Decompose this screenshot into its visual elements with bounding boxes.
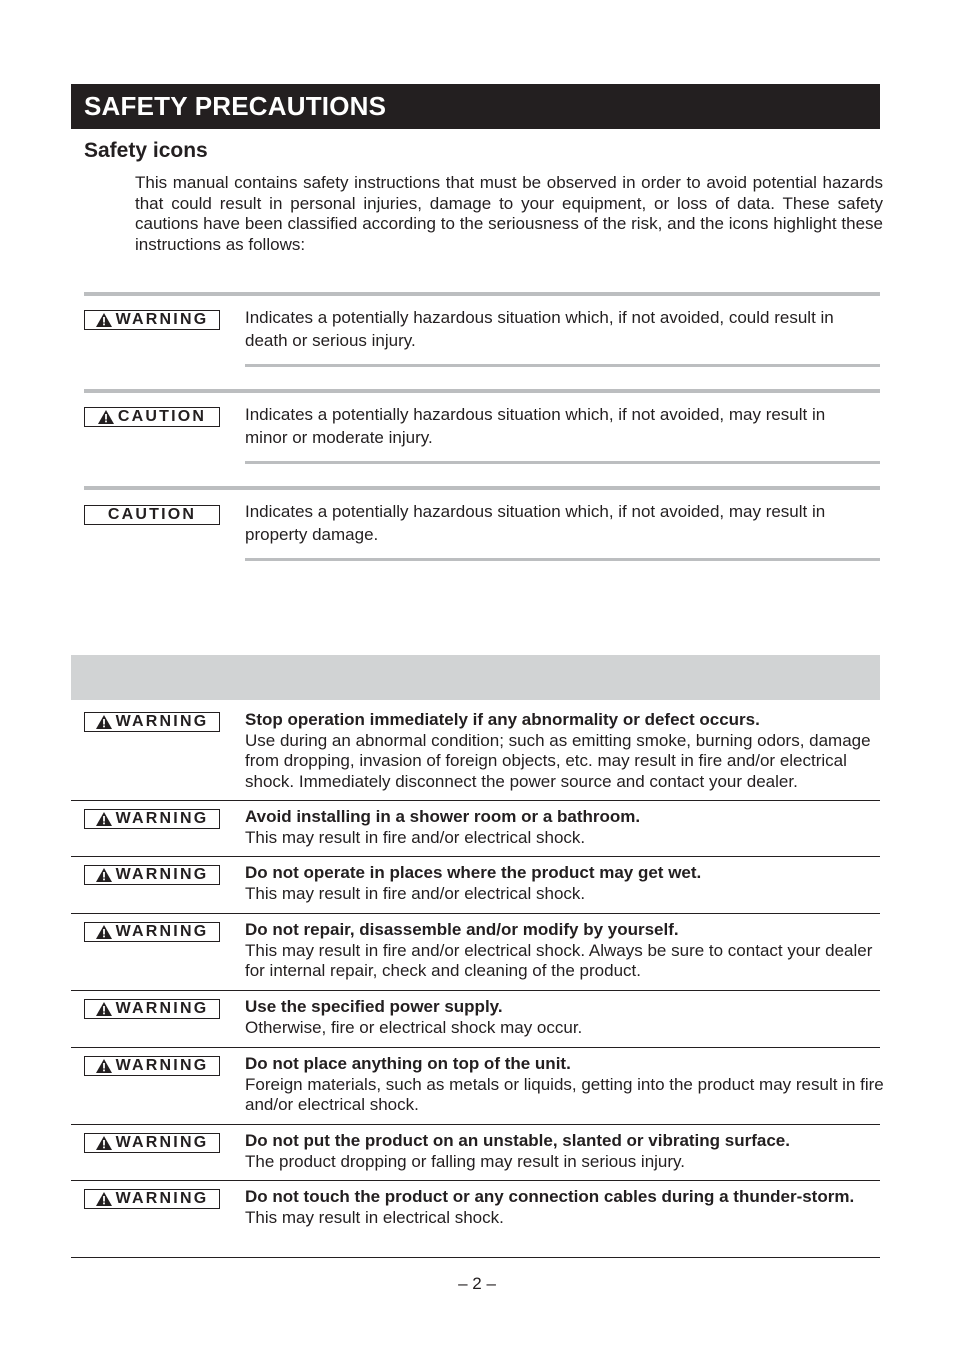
warning-text xyxy=(245,1131,885,1172)
warning-text xyxy=(245,1187,885,1228)
warning-text xyxy=(245,863,885,904)
row-divider xyxy=(71,990,880,991)
page-number: – 2 – xyxy=(458,1274,496,1293)
warning-text xyxy=(245,920,885,982)
section-heading: Safety icons xyxy=(84,139,208,162)
warning-triangle-icon xyxy=(96,1192,112,1206)
icon-description: Indicates a potentially hazardous situation which, if not avoided, could result in death or serious injury. xyxy=(245,308,834,350)
label-text: WARNING xyxy=(115,923,209,940)
warning-label xyxy=(84,922,220,942)
intro-paragraph xyxy=(135,173,883,255)
warning-text xyxy=(245,1054,885,1116)
label-text: CAUTION xyxy=(107,506,197,523)
row-divider xyxy=(71,1047,880,1048)
warning-triangle-icon xyxy=(96,1136,112,1150)
row-divider xyxy=(71,1257,880,1258)
icon-description: Indicates a potentially hazardous situation which, if not avoided, may result in minor or moderate injury. xyxy=(245,405,826,447)
warning-heading: Do not repair, disassemble and/or modify by yourself. xyxy=(245,920,679,939)
warning-text xyxy=(245,807,885,848)
intro-text: This manual contains safety instructions that must be observed in order to avoid potential hazards that could result in personal injuries, damage to your equipment, or loss of data. These safety cautions have been classified according to the seriousness of the risk, and the icons highlight these instructions as follows: xyxy=(135,173,883,254)
warning-heading: Do not put the product on an unstable, slanted or vibrating surface. xyxy=(245,1131,790,1150)
warning-triangle-icon xyxy=(96,868,112,882)
warning-heading: Do not place anything on top of the unit. xyxy=(245,1054,571,1073)
row-divider xyxy=(71,913,880,914)
warning-text xyxy=(245,997,885,1038)
warning-triangle-icon xyxy=(96,1059,112,1073)
warning-triangle-icon xyxy=(96,1002,112,1016)
warning-heading: Use the specified power supply. xyxy=(245,997,503,1016)
row-divider xyxy=(71,800,880,801)
divider xyxy=(245,364,880,367)
warning-label xyxy=(84,1056,220,1076)
warning-body: Otherwise, fire or electrical shock may occur. xyxy=(245,1017,583,1037)
warning-label xyxy=(84,999,220,1019)
warning-body: Foreign materials, such as metals or liquids, getting into the product may result in fire and/or electrical shock. xyxy=(245,1074,884,1114)
divider xyxy=(84,292,880,296)
divider xyxy=(245,558,880,561)
warning-heading: Do not touch the product or any connection cables during a thunder-storm. xyxy=(245,1187,855,1206)
divider xyxy=(245,461,880,464)
warning-triangle-icon xyxy=(96,313,112,327)
warning-label xyxy=(84,865,220,885)
warning-heading: Do not operate in places where the product may get wet. xyxy=(245,863,702,882)
label-text: WARNING xyxy=(115,1190,209,1207)
label-text: WARNING xyxy=(115,1000,209,1017)
warning-triangle-icon xyxy=(96,715,112,729)
label-text: WARNING xyxy=(115,311,209,328)
caution-label xyxy=(84,407,220,427)
warning-body: This may result in fire and/or electrical shock. xyxy=(245,883,586,903)
warning-body: This may result in electrical shock. xyxy=(245,1207,504,1227)
warning-body: This may result in fire and/or electrical shock. xyxy=(245,827,586,847)
warning-triangle-icon xyxy=(96,812,112,826)
warning-triangle-icon xyxy=(98,410,114,424)
icon-description: Indicates a potentially hazardous situation which, if not avoided, may result in property damage. xyxy=(245,502,826,544)
caution-label xyxy=(84,505,220,525)
label-text: WARNING xyxy=(115,1057,209,1074)
divider xyxy=(84,486,880,490)
warning-triangle-icon xyxy=(96,925,112,939)
warning-heading: Avoid installing in a shower room or a bathroom. xyxy=(245,807,641,826)
warning-label xyxy=(84,1189,220,1209)
row-divider xyxy=(71,856,880,857)
warning-body: The product dropping or falling may result in serious injury. xyxy=(245,1151,686,1171)
label-text: CAUTION xyxy=(117,408,207,425)
warning-label xyxy=(84,809,220,829)
label-text: WARNING xyxy=(115,866,209,883)
warning-heading: Stop operation immediately if any abnormality or defect occurs. xyxy=(245,710,760,729)
row-divider xyxy=(71,1124,880,1125)
row-divider xyxy=(71,1180,880,1181)
label-text: WARNING xyxy=(115,713,209,730)
warning-body: This may result in fire and/or electrical shock. Always be sure to contact your dealer for internal repair, check and cleaning of the product. xyxy=(245,940,873,980)
page-title: SAFETY PRECAUTIONS xyxy=(71,84,880,129)
divider xyxy=(84,389,880,393)
warning-text xyxy=(245,710,885,792)
warning-label xyxy=(84,310,220,330)
label-text: WARNING xyxy=(115,810,209,827)
warning-label xyxy=(84,712,220,732)
warning-body: Use during an abnormal condition; such as emitting smoke, burning odors, damage from dropping, invasion of foreign objects, etc. may result in fire and/or electrical shock. Immediately disconnect the power source and contact your dealer. xyxy=(245,730,871,791)
section-band xyxy=(71,655,880,700)
label-text: WARNING xyxy=(115,1134,209,1151)
warning-label xyxy=(84,1133,220,1153)
